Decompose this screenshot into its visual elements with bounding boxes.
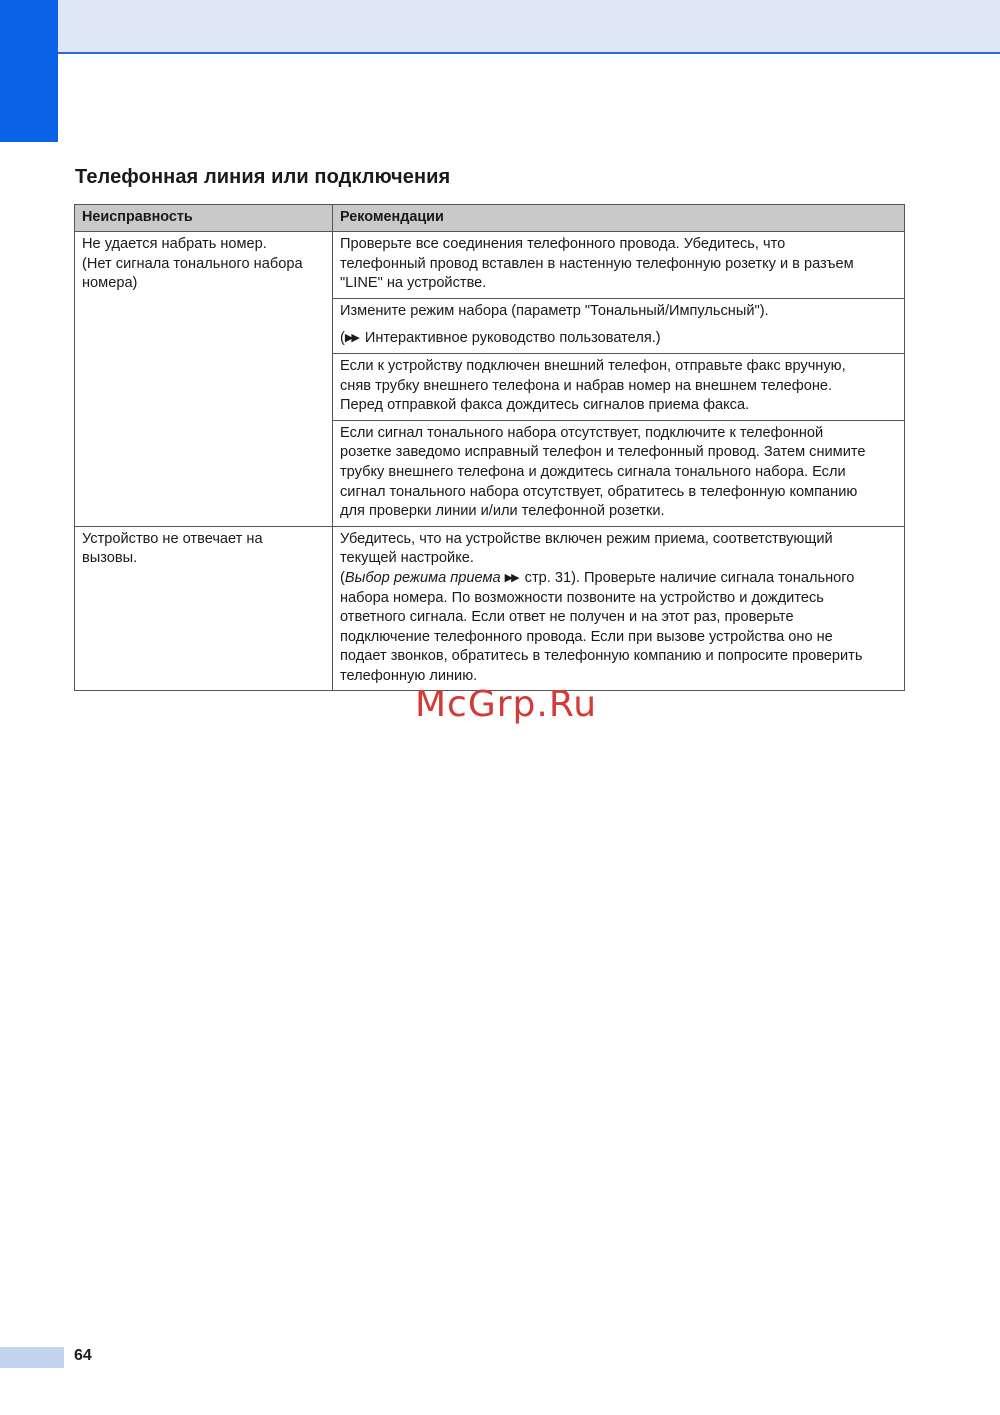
solution-cell (333, 353, 905, 420)
solution-text: "LINE" на устройстве. (340, 275, 487, 292)
solution-text: Перед отправкой факса дождитесь сигналов приема факса. (340, 397, 750, 414)
solution-text: розетке заведомо исправный телефон и телефонный провод. Затем снимите (340, 444, 866, 461)
cross-reference: (Выбор режима приема ▶▶ стр. 31). Проверьте наличие сигнала тонального (340, 569, 855, 586)
troubleshooting-table (74, 204, 905, 691)
problem-text: Устройство не отвечает на (82, 530, 263, 547)
xref-link[interactable]: Выбор режима приема (344, 569, 501, 586)
solution-text: Убедитесь, что на устройстве включен режим приема, соответствующий (340, 530, 833, 547)
double-arrow-icon: ▶▶ (344, 332, 358, 345)
table-row (75, 232, 905, 299)
page-header-band (58, 0, 1000, 52)
xref-link[interactable]: Интерактивное руководство пользователя.) (364, 330, 661, 347)
watermark: McGrp.Ru (414, 684, 598, 725)
solution-cell (333, 298, 905, 353)
solution-text: подает звонков, обратитесь в телефонную компанию и попросите проверить (340, 648, 863, 665)
solution-text: для проверки линии и/или телефонной розетки. (340, 503, 665, 520)
solution-text: сигнал тонального набора отсутствует, обратитесь в телефонную компанию (340, 483, 858, 500)
page-number: 64 (74, 1347, 92, 1364)
problem-text: вызовы. (82, 550, 138, 567)
solution-text: текущей настройке. (340, 550, 474, 567)
solution-text: Если сигнал тонального набора отсутствует, подключите к телефонной (340, 424, 824, 441)
solution-text: Если к устройству подключен внешний телефон, отправьте факс вручную, (340, 357, 846, 374)
double-arrow-icon: ▶▶ (504, 571, 518, 584)
solution-text: подключение телефонного провода. Если при вызове устройства оно не (340, 628, 833, 645)
problem-text: Не удается набрать номер. (82, 236, 267, 252)
cross-reference: (▶▶ Интерактивное руководство пользователя.) (340, 330, 661, 347)
solution-cell (333, 420, 905, 526)
solution-text: сняв трубку внешнего телефона и набрав номер на внешнем телефоне. (340, 377, 833, 394)
solution-text: трубку внешнего телефона и дождитесь сигнала тонального набора. Если (340, 463, 846, 480)
chapter-side-tab (0, 0, 58, 142)
solution-text: ответного сигнала. Если ответ не получен и на этот раз, проверьте (340, 609, 794, 626)
page-header-rule (58, 52, 1000, 54)
solution-text: Проверьте все соединения телефонного провода. Убедитесь, что (340, 236, 786, 252)
solution-text: Измените режим набора (параметр "Тональный/Импульсный"). (340, 302, 769, 319)
header-suggestions: Рекомендации (333, 205, 905, 232)
solution-cell (333, 526, 905, 691)
problem-text: (Нет сигнала тонального набора (82, 255, 303, 272)
table-header-row (75, 205, 905, 232)
solution-cell (333, 232, 905, 299)
solution-text: телефонный провод вставлен в настенную телефонную розетку и в разъем (340, 255, 854, 272)
footer-band (0, 1347, 64, 1368)
solution-text: набора номера. По возможности позвоните на устройство и дождитесь (340, 589, 824, 606)
header-problem: Неисправность (75, 205, 333, 232)
problem-text: номера) (82, 275, 138, 292)
problem-cell (75, 526, 333, 691)
table-row (75, 526, 905, 691)
section-title: Телефонная линия или подключения (75, 166, 451, 188)
problem-cell (75, 232, 333, 527)
solution-text: телефонную линию. (340, 667, 478, 684)
